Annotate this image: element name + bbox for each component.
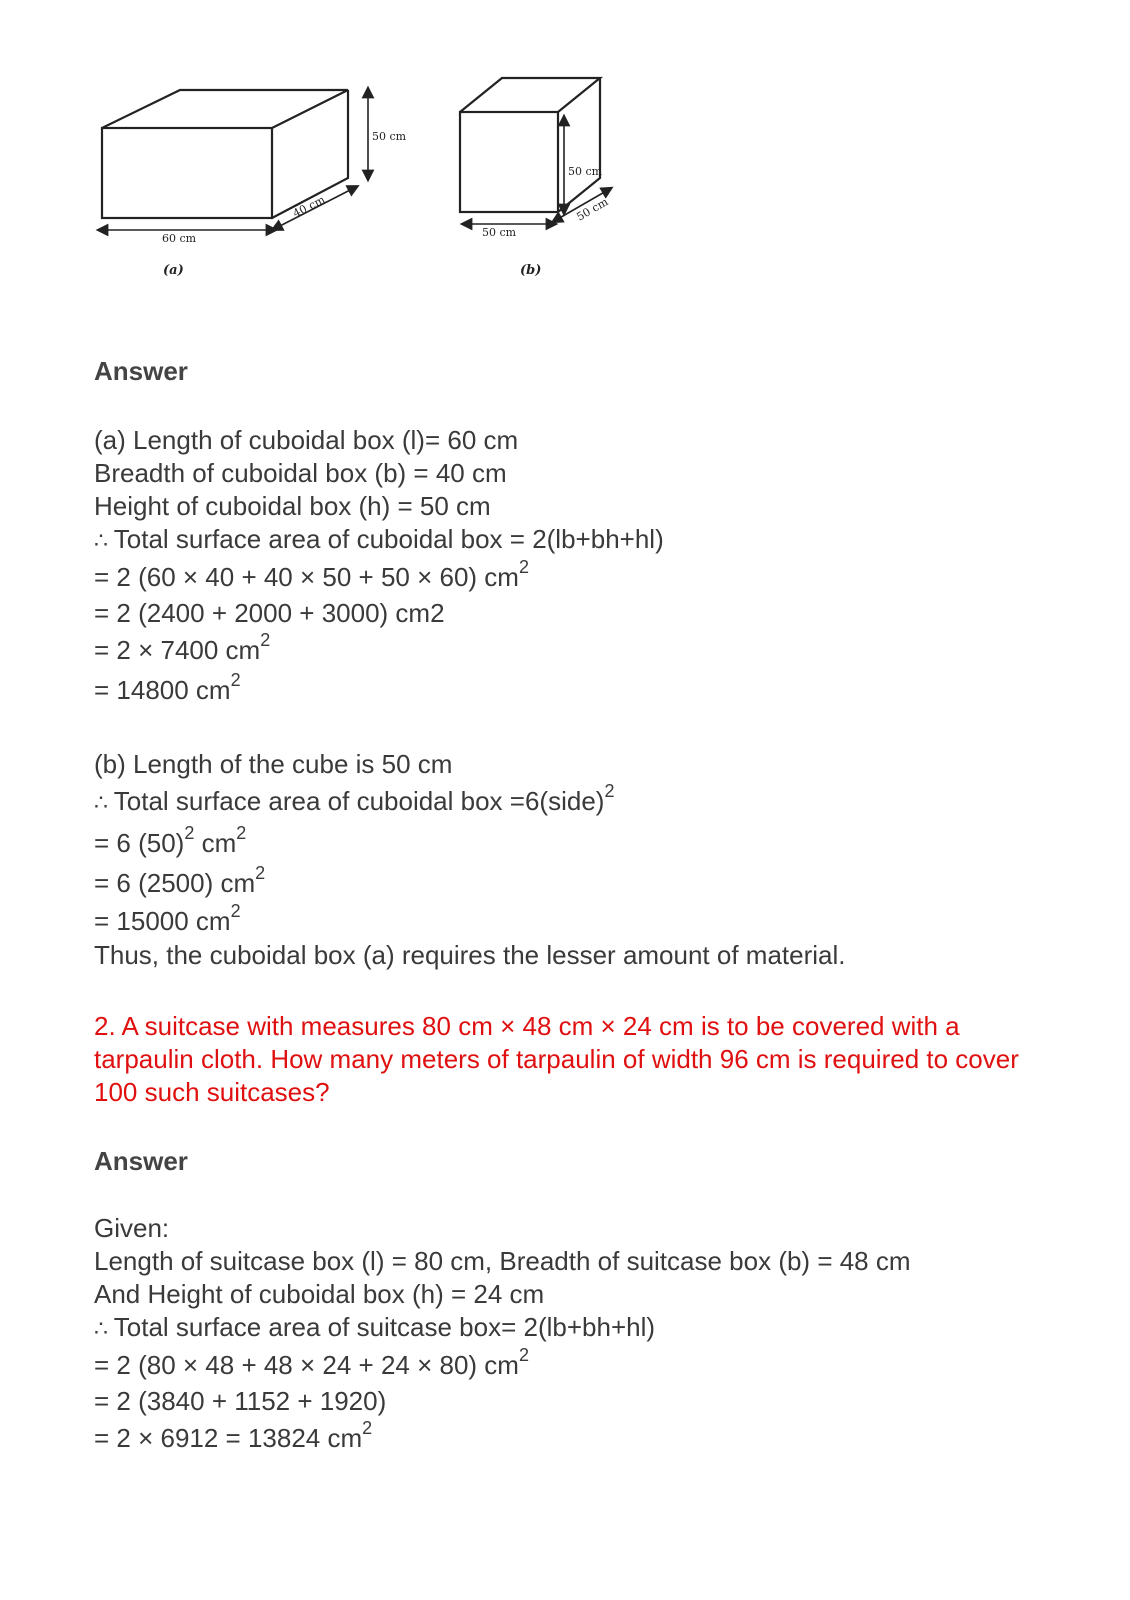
cuboid-a-height-label: 50 cm	[372, 130, 407, 143]
figure-caption-b: (b)	[520, 263, 542, 278]
part-b-length-line: (b) Length of the cube is 50 cm	[94, 749, 453, 779]
cuboid-a-length-label: 60 cm	[162, 232, 197, 245]
given-label: Given:	[94, 1213, 170, 1243]
suitcase-tsa-formula-text: Total surface area of suitcase box= 2(lb+bh+hl)	[113, 1312, 656, 1342]
part-b-step-2	[94, 863, 1054, 903]
cuboid-a-front-face	[102, 128, 272, 218]
part-a-tsa-formula-text: Total surface area of cuboidal box = 2(lb+bh+hl)	[113, 524, 664, 554]
part-b-result	[94, 903, 1054, 939]
cube-b-top-face	[460, 78, 600, 112]
suitcase-step-3-text: = 2 × 6912 = 13824 cm	[94, 1423, 363, 1453]
part-a-length-line: (a) Length of cuboidal box (l)= 60 cm	[94, 425, 519, 455]
cube-b-drawing	[460, 78, 600, 212]
squared-superscript: 2	[230, 670, 241, 690]
cuboid-a-top-face	[102, 90, 348, 128]
answer-heading-2: Answer	[94, 1146, 188, 1176]
question-2: 2. A suitcase with measures 80 cm × 48 cm × 24 cm is to be covered with a tarpaulin cloth. How many meters of tarpaulin of width 96 cm is required to cover 100 such suitcases?	[94, 1011, 1019, 1107]
suitcase-step-1-text: = 2 (80 × 48 + 48 × 24 + 24 × 80) cm	[94, 1350, 519, 1380]
suitcase-step-1	[94, 1345, 994, 1385]
answer-2-body	[94, 1212, 994, 1458]
squared-superscript: 2	[255, 863, 266, 883]
cube-b-breadth-label: 50 cm	[574, 195, 611, 224]
part-a-step-1	[94, 557, 1054, 597]
part-b-step-1-text-a: = 6 (50)	[94, 828, 185, 858]
cube-b-length-label: 50 cm	[482, 226, 517, 239]
figure-drawing	[90, 70, 650, 290]
part-b-step-1-text-b: cm	[194, 828, 237, 858]
answer-part-a	[94, 424, 1054, 710]
part-a-result-text: = 14800 cm	[94, 675, 231, 705]
part-a-breadth-line: Breadth of cuboidal box (b) = 40 cm	[94, 458, 507, 488]
cube-b-height-label: 50 cm	[568, 165, 603, 178]
squared-superscript: 2	[260, 630, 271, 650]
part-a-step-3-text: = 2 × 7400 cm	[94, 635, 261, 665]
part-a-tsa-formula-line	[94, 523, 1054, 557]
part-a-step-1-text: = 2 (60 × 40 + 40 × 50 + 50 × 60) cm	[94, 562, 519, 592]
cube-b-front-face	[460, 112, 558, 212]
part-a-step-2: = 2 (2400 + 2000 + 3000) cm2	[94, 598, 445, 628]
answer-part-b	[94, 748, 1054, 972]
answer-heading-1: Answer	[94, 356, 188, 386]
part-b-step-1	[94, 823, 1054, 863]
suitcase-step-3	[94, 1418, 994, 1458]
part-b-result-text: = 15000 cm	[94, 906, 231, 936]
squared-superscript: 2	[230, 901, 241, 921]
squared-superscript: 2	[362, 1418, 373, 1438]
part-a-step-3	[94, 630, 1054, 670]
cuboid-cube-figure	[90, 70, 650, 290]
suitcase-tsa-formula-line	[94, 1311, 994, 1345]
part-b-tsa-formula-text: Total surface area of cuboidal box =6(side)	[113, 786, 605, 816]
therefore-symbol: ∴	[94, 1316, 107, 1341]
suitcase-step-2: = 2 (3840 + 1152 + 1920)	[94, 1386, 387, 1416]
part-a-result	[94, 670, 1054, 710]
figure-caption-a: (a)	[163, 263, 184, 278]
part-b-conclusion: Thus, the cuboidal box (a) requires the lesser amount of material.	[94, 940, 846, 970]
suitcase-dimensions-line: Length of suitcase box (l) = 80 cm, Breadth of suitcase box (b) = 48 cm	[94, 1246, 911, 1276]
part-a-height-line: Height of cuboidal box (h) = 50 cm	[94, 491, 491, 521]
cuboid-a-breadth-label: 40 cm	[290, 193, 328, 221]
squared-superscript: 2	[184, 823, 195, 843]
part-b-step-2-text: = 6 (2500) cm	[94, 868, 256, 898]
therefore-symbol: ∴	[94, 528, 107, 553]
therefore-symbol: ∴	[94, 790, 107, 815]
part-b-tsa-formula-line	[94, 781, 1054, 823]
squared-superscript: 2	[518, 1345, 529, 1365]
suitcase-height-line: And Height of cuboidal box (h) = 24 cm	[94, 1279, 545, 1309]
squared-superscript: 2	[518, 557, 529, 577]
squared-superscript: 2	[604, 781, 615, 801]
squared-superscript: 2	[236, 823, 247, 843]
